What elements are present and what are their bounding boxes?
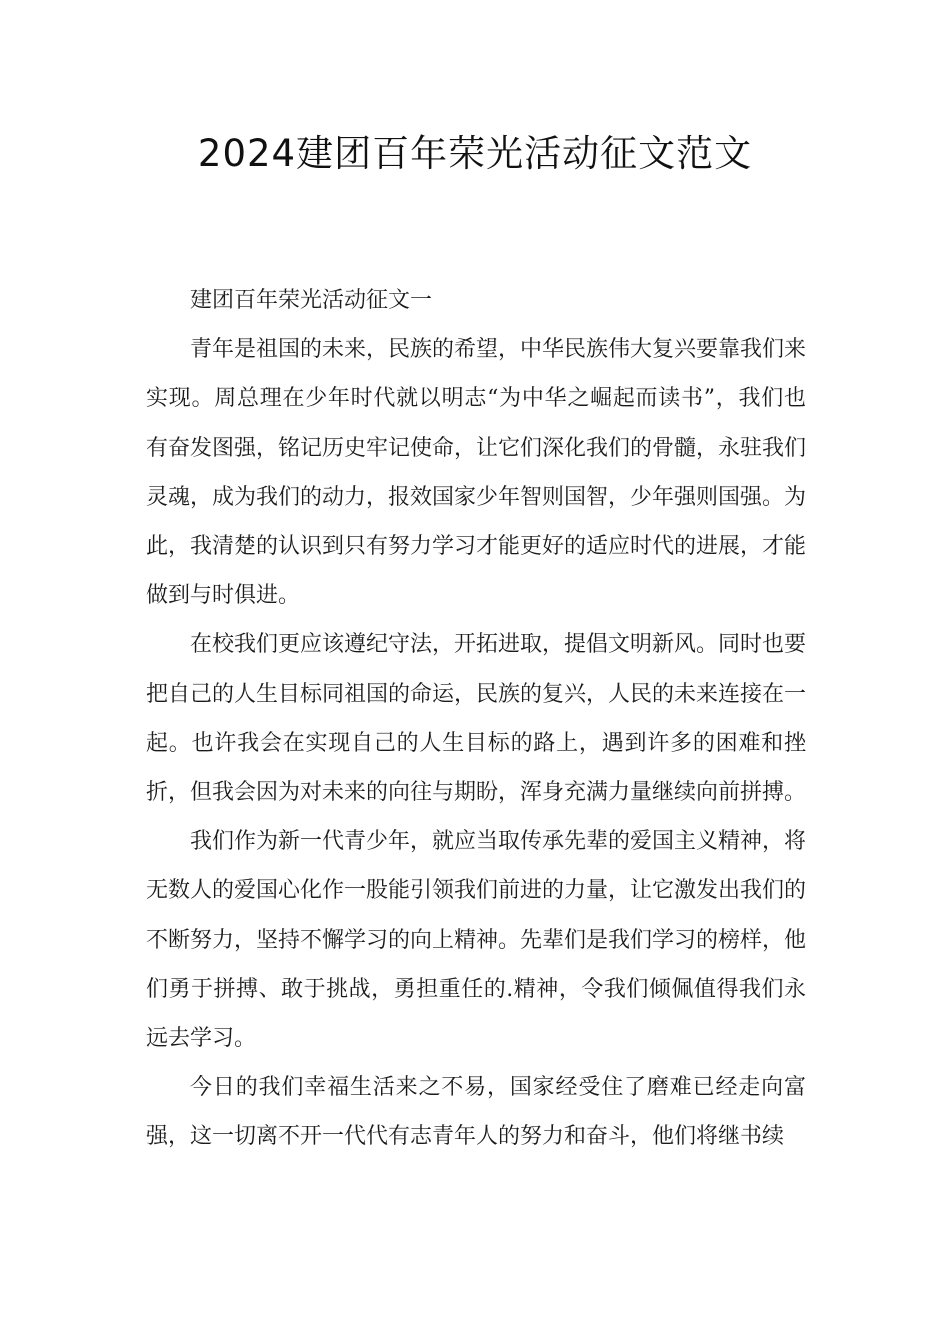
paragraph-2: 在校我们更应该遵纪守法，开拓进取，提倡文明新风。同时也要把自己的人生目标同祖国的命运，民族的复兴，人民的未来连接在一起。也许我会在实现自己的人生目标的路上，遇到许多的困难和挫折，但我会因为对未来的向往与期盼，浑身充满力量继续向前拼搏。 — [146, 632, 807, 806]
document-title: 2024建团百年荣光活动征文范文 — [197, 132, 753, 175]
section-heading: 建团百年荣光活动征文一 — [190, 288, 433, 313]
paragraph-4: 今日的我们幸福生活来之不易，国家经受住了磨难已经走向富强，这一切离不开一代代有志青年人的努力和奋斗，他们将继书续 — [146, 1075, 806, 1150]
paragraph-1: 青年是祖国的未来，民族的希望，中华民族伟大复兴要靠我们来实现。周总理在少年时代就以明志“为中华之崛起而读书”，我们也有奋发图强，铭记历史牢记使命，让它们深化我们的骨髓，永驻我们灵魂，成为我们的动力，报效国家少年智则国智，少年强则国强。为此，我清楚的认识到只有努力学习才能更好的适应时代的进展，才能做到与时俱进。 — [146, 337, 807, 609]
document-body — [146, 276, 806, 1162]
paragraph-3: 我们作为新一代青少年，就应当取传承先辈的爱国主义精神，将无数人的爱国心化作一股能引领我们前进的力量，让它激发出我们的不断努力，坚持不懈学习的向上精神。先辈们是我们学习的榜样，他们勇于拼搏、敢于挑战，勇担重任的.精神，令我们倾佩值得我们永远去学习。 — [146, 829, 807, 1052]
